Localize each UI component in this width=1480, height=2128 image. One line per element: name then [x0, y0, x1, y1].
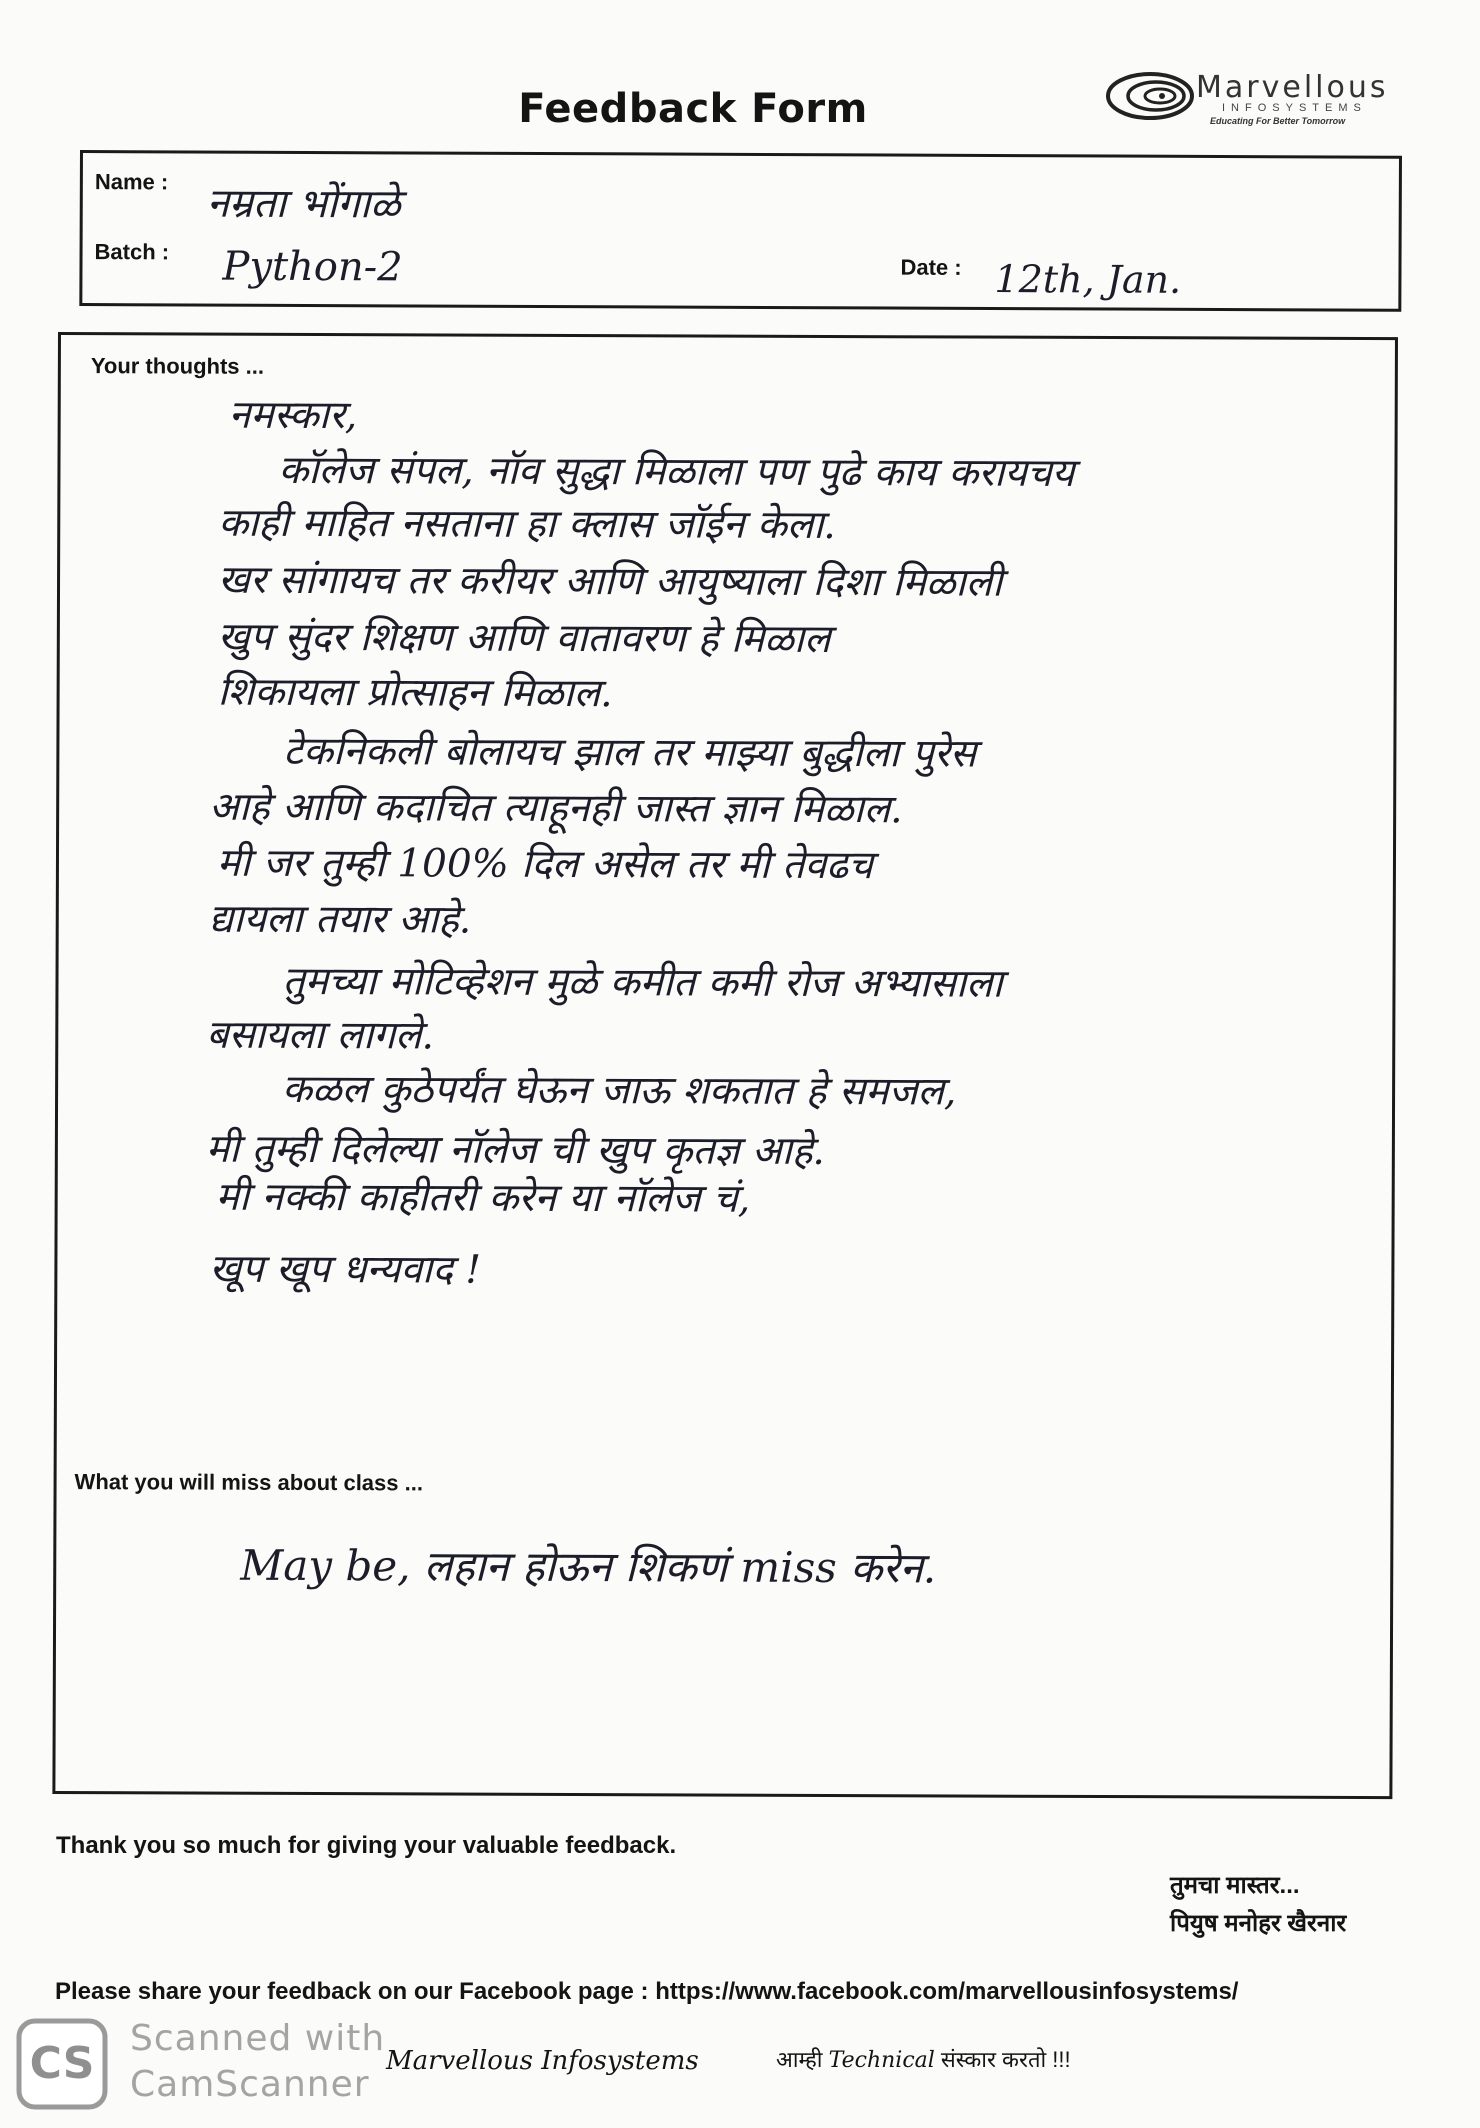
date-value: 12th, Jan.: [994, 256, 1182, 302]
thought-line: टेकनिकली बोलायच झाल तर माझ्या बुद्धीला पुरेस: [283, 728, 977, 777]
thought-line: आहे आणि कदाचित त्याहूनही जास्त ज्ञान मिळाल.: [209, 784, 903, 833]
marvellous-logo: [1104, 66, 1444, 132]
facebook-share-text: Please share your feedback on our Facebook page : https://www.facebook.com/marvellousinfosystems/: [55, 1978, 1239, 2005]
batch-label: Batch :: [94, 239, 170, 265]
thought-line: कळल कुठेपर्यंत घेऊन जाऊ शकतात हे समजल,: [282, 1066, 957, 1115]
scanned-with-text: Scanned with: [130, 2018, 386, 2059]
thought-line: तुमच्या मोटिव्हेशन मुळे कमीत कमी रोज अभ्यासाला: [282, 958, 1003, 1007]
name-value: नम्रता भोंगाळे: [206, 180, 401, 228]
brand-footer: Marvellous Infosystems: [386, 2046, 699, 2076]
thought-line: कॉलेज संपल, नॉव सुद्धा मिळाला पण पुढे काय करायचय: [278, 447, 1075, 496]
thanks-text: Thank you so much for giving your valuable feedback.: [56, 1832, 677, 1859]
thought-line: शिकायला प्रोत्साहन मिळाल.: [217, 669, 613, 717]
camscanner-badge: [16, 2018, 108, 2110]
slogan: [776, 2044, 1071, 2074]
thought-line: खुप सुंदर शिक्षण आणि वातावरण हे मिळाल: [217, 614, 831, 662]
camscanner-badge-text: CS: [29, 2038, 95, 2089]
thought-line: काही माहित नसताना हा क्लास जॉईन केला.: [218, 500, 836, 548]
thought-line: खूप खूप धन्यवाद !: [209, 1246, 482, 1293]
header-box: [79, 150, 1402, 312]
thought-line: मी तुम्ही दिलेल्या नॉलेज ची खुप कृतज्ञ आहे.: [205, 1126, 825, 1174]
miss-label: What you will miss about class ...: [74, 1469, 424, 1496]
feedback-box: [52, 332, 1398, 1799]
thoughts-label: Your thoughts ...: [90, 353, 265, 379]
slogan-prefix: आम्ही: [776, 2047, 823, 2072]
slogan-em: Technical: [828, 2048, 935, 2073]
date-label: Date :: [900, 254, 962, 280]
form-title: Feedback Form: [518, 86, 868, 132]
signature-line-1: तुमचा मास्तर...: [1170, 1872, 1300, 1899]
thought-line: मी नक्की काहीतरी करेन या नॉलेज चं,: [215, 1174, 751, 1222]
thought-line: खर सांगायच तर करीयर आणि आयुष्याला दिशा मिळाली: [217, 557, 1003, 606]
thought-line: मी जर तुम्ही 100% दिल असेल तर मी तेवढच: [216, 840, 873, 889]
signature-line-2: पियुष मनोहर खैरनार: [1170, 1910, 1347, 1937]
slogan-suffix: संस्कार करतो !!!: [940, 2047, 1071, 2072]
miss-text: May be, लहान होऊन शिकणं miss करेन.: [240, 1540, 937, 1593]
thought-line: बसायला लागले.: [206, 1012, 435, 1059]
logo-subtitle: INFOSYSTEMS: [1222, 102, 1367, 114]
spiral-logo-icon: [1104, 66, 1200, 132]
logo-tagline: Educating For Better Tomorrow: [1210, 116, 1346, 126]
camscanner-text: CamScanner: [130, 2064, 370, 2105]
thought-line: नमस्कार,: [228, 392, 358, 439]
batch-value: Python-2: [222, 243, 403, 291]
name-label: Name :: [94, 169, 169, 195]
logo-name: Marvellous: [1196, 70, 1389, 105]
thought-line: द्यायला तयार आहे.: [208, 896, 472, 943]
